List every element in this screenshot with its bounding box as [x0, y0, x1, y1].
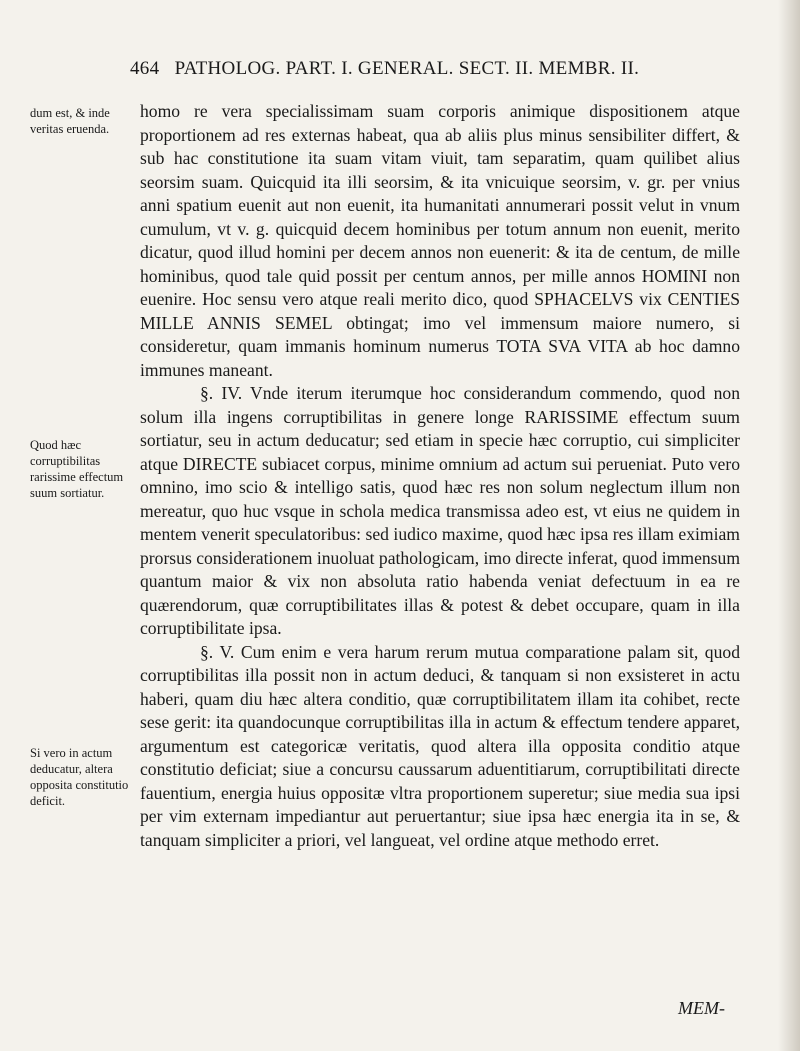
- paragraph-section-iv: §. IV. Vnde iterum iterumque hoc considerandum commendo, quod non solum illa ingens corruptibilitas in genere longe RARISSIME effectum suum sortiatur, seu in actum deducatur; sed etiam in specie hæc corruptio, cui simpliciter atque DIRECTE subiacet corpus, minime omnium ad actum sui perueniat. Puto vero omnino, imo scio & intelligo satis, quod hæc res non solum neglectum illum non mereatur, quo huc vsque in schola medica transmissa adeo est, vt eius ne quidem in mentem venerit speculatoribus: sed iudico maxime, quod hæc ipsa res illam eximiam prorsus considerationem inuoluat pathologicam, imo directe inferat, quod immensum quantum maior & vix non absoluta ratio habenda veniat defectuum in ea re quærendorum, quæ corruptibilitates illas & potest & debet occupare, quam in illa corruptibilitate ipsa.: [140, 383, 741, 638]
- catchword: MEM-: [678, 998, 725, 1018]
- running-header: [130, 58, 730, 80]
- page-number: 464: [130, 58, 160, 79]
- main-text: [140, 100, 740, 852]
- page-edge-shadow: [778, 0, 800, 1051]
- running-title: PATHOLOG. PART. I. GENERAL. SECT. II. MEMBR. II.: [174, 58, 640, 79]
- margin-note-1: dum est, & inde veritas eruenda.: [30, 106, 110, 136]
- margin-note-3: Si vero in actum deducatur, altera opposita constitutio deficit.: [30, 746, 129, 808]
- paragraph-continued: homo re vera specialissimam suam corporis animique dispositionem atque proportionem ad res externas habeat, qua ab aliis plus minus sensibiliter differt, & sub hac constitutione ita suam vitam viuit, tam separatim, quam quilibet alius seorsim suam. Quicquid ita illi seorsim, & ita vnicuique seorsim, v. gr. per vnius anni spatium euenit aut non euenit, ita humanitati annumerari possit velut in vnum cumulum, vt v. g. quicquid decem hominibus per totum annum non euenit, merito dicatur, quod illud homini per decem annos non euenerit: & ita de centum, de mille hominibus, quod tale quid possit per centum annos, per mille annos HOMINI non euenire. Hoc sensu vero atque reali merito dico, quod SPHACELVS vix CENTIES MILLE ANNIS SEMEL obtingat; imo vel immensum maiore numero, si consideretur, quam immanis hominum numerus TOTA SVA VITA ab hoc damno immunes maneant.: [140, 101, 740, 380]
- margin-note-2: Quod hæc corruptibilitas rarissime effectum suum sortiatur.: [30, 438, 124, 500]
- paragraph-section-v: §. V. Cum enim e vera harum rerum mutua comparatione palam sit, quod corruptibilitas illa possit non in actum deduci, & tanquam si non exsisteret in actu haberi, quam diu hæc altera conditio, quæ corruptibilitatem illam ita cohibet, recte sese gerit: ita quandocunque corruptibilitas illa in actum & effectum tendere apparet, argumentum est categoricæ veritatis, quod altera illa opposita conditio atque constitutio deficiat; siue a concursu caussarum aduentitiarum, corruptibilitati directe fauentium, energia huius oppositæ vltra proportionem superetur; siue media sua ipsi per vim externam impediantur aut peruertantur; siue ipsa hæc energia ita in se, & tanquam simpliciter a priori, vel langueat, vel ordine atque methodo erret.: [140, 641, 740, 850]
